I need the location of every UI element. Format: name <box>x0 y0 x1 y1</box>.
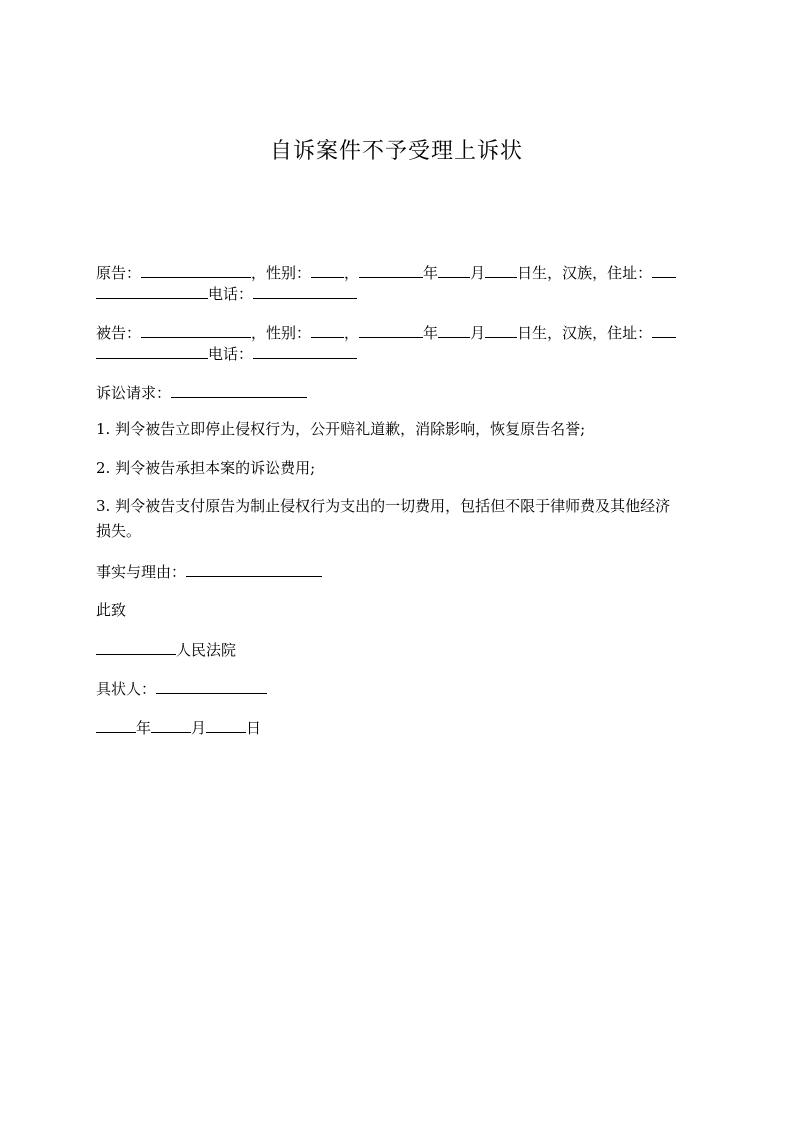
defendant-gender-field[interactable] <box>311 322 344 338</box>
date-day-label: 日 <box>246 719 262 737</box>
defendant-address-field-cont[interactable] <box>96 343 208 359</box>
claims-line <box>96 382 716 403</box>
date-month-label: 月 <box>191 719 207 737</box>
plaintiff-line <box>96 262 716 283</box>
claims-label: 诉讼请求： <box>96 384 172 402</box>
plaintiff-gender-field[interactable] <box>311 262 344 278</box>
defendant-gender-label: ，性别： <box>251 324 312 342</box>
month-label: 月 <box>470 324 486 342</box>
claim-item-2: 2. 判令被告承担本案的诉讼费用; <box>96 459 316 477</box>
plaintiff-address-field-cont[interactable] <box>96 283 208 299</box>
year-label: 年 <box>423 264 439 282</box>
defendant-birth-day-field[interactable] <box>485 322 517 338</box>
plaintiff-birth-day-field[interactable] <box>485 262 517 278</box>
document-title: 自诉案件不予受理上诉状 <box>269 139 523 164</box>
defendant-address-field[interactable] <box>652 322 676 338</box>
plaintiff-birth-address-label: 日生，汉族，住址： <box>517 264 653 282</box>
claim-item-3: 3. 判令被告支付原告为制止侵权行为支出的一切费用，包括但不限于律师费及其他经济 <box>96 497 671 515</box>
defendant-name-field[interactable] <box>141 322 251 338</box>
defendant-birth-address-label: 日生，汉族，住址： <box>517 324 653 342</box>
date-line <box>96 717 716 738</box>
year-label: 年 <box>423 324 439 342</box>
claims-field[interactable] <box>171 382 307 398</box>
plaintiff-birth-month-field[interactable] <box>438 262 470 278</box>
date-day-field[interactable] <box>206 717 246 733</box>
date-month-field[interactable] <box>151 717 191 733</box>
plaintiff-phone-field[interactable] <box>253 283 357 299</box>
signer-line <box>96 678 716 699</box>
facts-field[interactable] <box>186 561 322 577</box>
signer-field[interactable] <box>156 678 267 694</box>
date-year-field[interactable] <box>96 717 136 733</box>
plaintiff-line-2 <box>96 283 716 304</box>
defendant-line-2 <box>96 343 716 364</box>
court-suffix: 人民法院 <box>176 641 237 659</box>
month-label: 月 <box>470 264 486 282</box>
date-year-label: 年 <box>136 719 152 737</box>
plaintiff-label: 原告： <box>96 264 142 282</box>
defendant-label: 被告： <box>96 324 142 342</box>
court-name-field[interactable] <box>96 639 176 655</box>
claim-item-1: 1. 判令被告立即停止侵权行为，公开赔礼道歉，消除影响，恢复原告名誉; <box>96 420 586 438</box>
plaintiff-birth-year-field[interactable] <box>359 262 423 278</box>
defendant-birth-year-field[interactable] <box>359 322 423 338</box>
court-line <box>96 639 716 660</box>
plaintiff-phone-label: 电话： <box>208 285 254 303</box>
plaintiff-name-field[interactable] <box>141 262 251 278</box>
facts-line <box>96 561 716 582</box>
separator: ， <box>344 264 360 282</box>
defendant-birth-month-field[interactable] <box>438 322 470 338</box>
defendant-phone-field[interactable] <box>253 343 357 359</box>
signer-label: 具状人： <box>96 680 157 698</box>
defendant-phone-label: 电话： <box>208 345 254 363</box>
separator: ， <box>344 324 360 342</box>
facts-label: 事实与理由： <box>96 563 187 581</box>
plaintiff-gender-label: ，性别： <box>251 264 312 282</box>
defendant-line <box>96 322 716 343</box>
salutation: 此致 <box>96 601 127 619</box>
plaintiff-address-field[interactable] <box>652 262 676 278</box>
claim-item-3-cont: 损失。 <box>96 522 142 540</box>
